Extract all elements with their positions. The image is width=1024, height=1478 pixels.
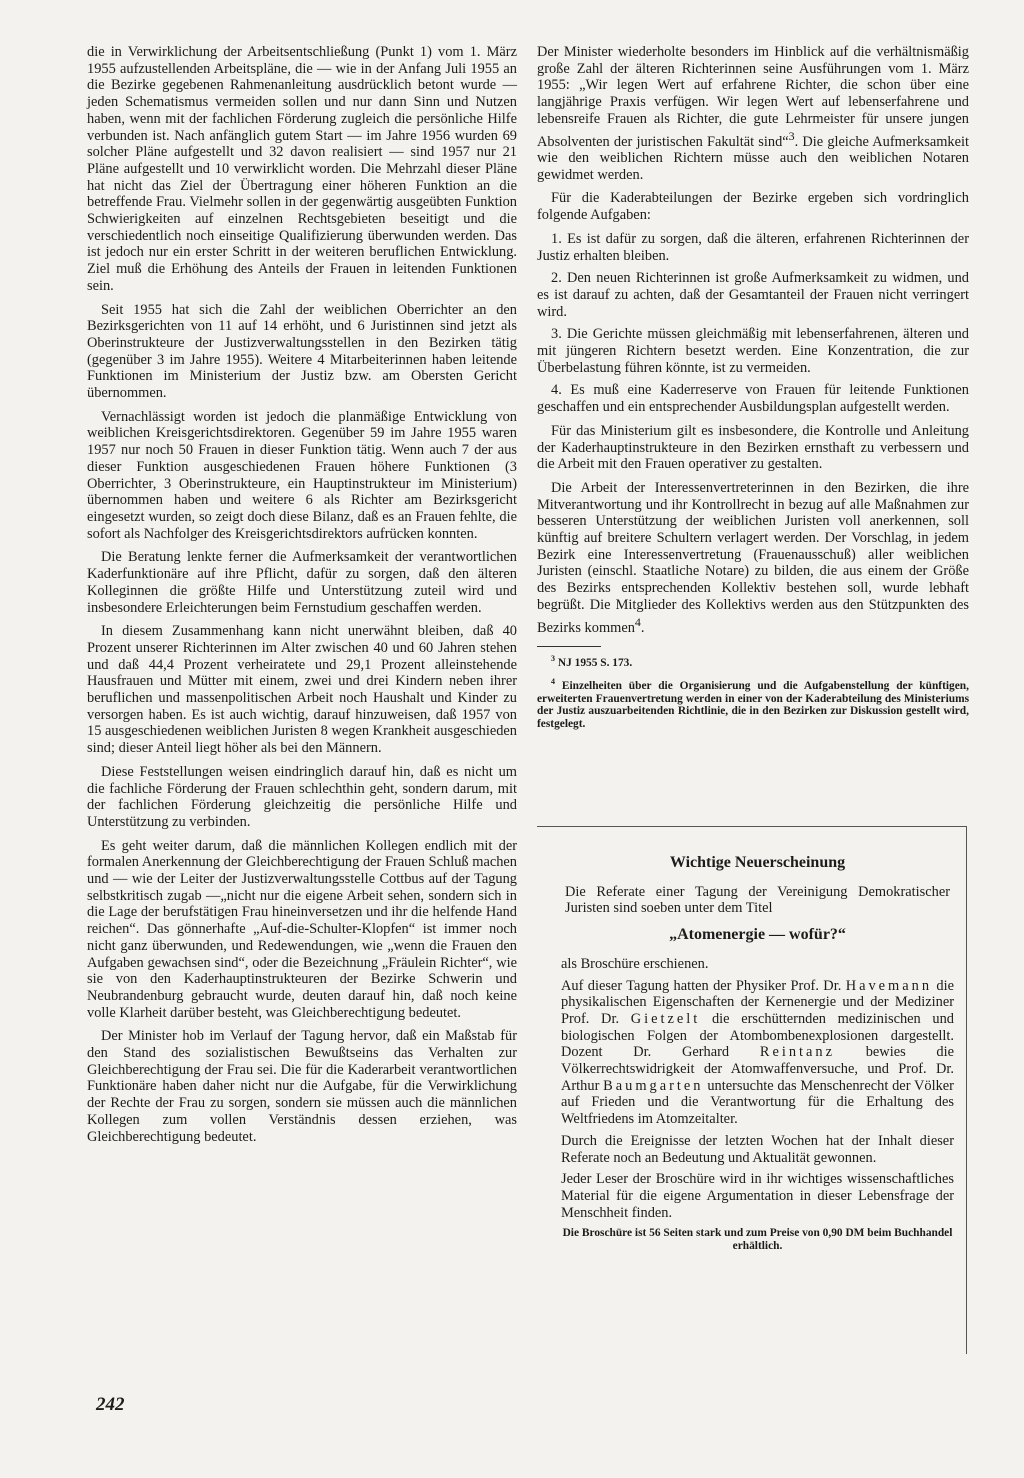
announcement-paragraph: Durch die Ereignisse der letzten Wochen hat der Inhalt dieser Referate noch an Bedeutung und Aktualität gewonnen. — [561, 1132, 954, 1166]
paragraph-text: Der Minister wiederholte besonders im Hinblick auf die verhältnismäßig große Zahl der älteren Richterinnen seine Ausführungen vom 1. März 1955: „Wir legen Wert auf erfahrene Richter, die schon über eine langjährige Praxis verfügen. Wir legen Wert auf lebenserfahrene und lebensreife Frauen als Richter, die gute Lehrmeister für unsere jungen Absolventen der juristischen Fakultät sind“ — [537, 44, 969, 150]
list-item: 1. Es ist dafür zu sorgen, daß die älteren, erfahrenen Richterinnen der Justiz erhalten bleiben. — [537, 230, 969, 264]
price-note: Die Broschüre ist 56 Seiten stark und zum Preise von 0,90 DM beim Buchhandel erhältlich. — [562, 1227, 953, 1253]
announcement-content — [561, 855, 954, 1258]
paragraph: Vernachlässigt worden ist jedoch die planmäßige Entwicklung von weiblichen Kreisgerichtsdirektoren. Gegenüber 59 im Jahre 1955 waren 1957 nur noch 50 Frauen in dieser Funktion tätig. Wenn auch 7 der aus dieser Funktion ausgeschiedenen Frauen höhere Funktionen (3 Oberrichter, 3 Oberinstrukteure, ein Hauptinstrukteur im Ministerium) übernommen haben und weitere 6 als Richter am Bezirksgericht eingesetzt wurden, so zeigt doch diese Bilanz, daß es an Frauen fehlte, die sofort als Nachfolger des Kreisgerichtsdirektors aufrücken konnten. — [87, 408, 517, 542]
paragraph: In diesem Zusammenhang kann nicht unerwähnt bleiben, daß 40 Prozent unserer Richterinnen im Alter zwischen 40 und 60 Jahren stehen und daß 44,4 Prozent verheiratete und 29,1 Prozent alleinstehende Hausfrauen und Mütter mit einem, zwei und drei Kindern neben ihrer beruflichen und massenpolitischen Arbeit noch Haushalt und Kinder zu versorgen haben. Es ist auch wichtig, darauf hinzuweisen, daß 1957 von 15 ausgeschiedenen weiblichen Juristen 8 wegen Krankheit ausgeschieden sind; dieser Anteil liegt höher als bei den Männern. — [87, 623, 517, 757]
paragraph: Der Minister hob im Verlauf der Tagung hervor, daß ein Maßstab für den Stand des sozialistischen Bewußtseins das Verhalten zur Gleichberechtigung der Frau sei. Die für die Kaderarbeit verantwortlichen Funktionäre haben daher nicht nur die Aufgabe, für die Verwirklichung der Rechte der Frau zu sorgen, sondern sie müssen auch die männlichen Kollegen zum vollen Verständnis dessen erziehen, was Gleichberechtigung bedeutet. — [87, 1028, 517, 1145]
paragraph-text: die physikalischen Eigenschaften der Kernenergie und der Mediziner Prof. Dr. — [561, 977, 954, 1027]
left-column — [87, 44, 517, 1152]
list-item: 2. Den neuen Richterinnen ist große Aufmerksamkeit zu widmen, und es ist darauf zu achten, daß der Gesamtanteil der Frauen nicht verringert wird. — [537, 270, 969, 320]
book-title: „Atomenergie — wofür?“ — [669, 926, 846, 944]
paragraph-text: Auf dieser Tagung hatten der Physiker Prof. Dr. — [561, 977, 842, 994]
paragraph-text: die erschütternden medizinischen und biologischen Folgen der Atombombenexplosionen dargestellt. Dozent Dr. Gerhard — [561, 1010, 954, 1061]
page-number: 242 — [96, 1394, 125, 1415]
footnote — [537, 653, 969, 669]
paragraph: Für das Ministerium gilt es insbesondere, die Kontrolle und Anleitung der Kaderhauptinstrukteure in den Bezirken ernsthaft zu verbessern und die Arbeit mit den Frauen operativer zu gestalten. — [537, 422, 969, 473]
footnote-ref: 3 — [788, 128, 795, 143]
footnote-divider — [537, 646, 601, 647]
paragraph: Die Beratung lenkte ferner die Aufmerksamkeit der verantwortlichen Kaderfunktionäre auf ihre Pflicht, dafür zu sorgen, daß den älteren Kolleginnen die größte Hilfe und Unterstützung zuteil wird und insbesondere Erleichterungen beim Fernstudium geschaffen werden. — [87, 549, 517, 616]
paragraph-text: untersuchte das Menschenrecht der Völker auf Frieden und die Verantwortung für die Erhaltung des Weltfriedens im Atomzeitalter. — [561, 1077, 954, 1128]
speaker-name: Gietzelt — [630, 1010, 701, 1027]
footnote-number: 4 — [551, 677, 555, 687]
announcement-paragraph: Jeder Leser der Broschüre wird in ihr wichtiges wissenschaftliches Material für die eigene Argumentation in dieser Lebensfrage der Menschheit finden. — [561, 1171, 954, 1221]
paragraph: die in Verwirklichung der Arbeitsentschließung (Punkt 1) vom 1. März 1955 aufzustellenden Arbeitspläne, die — wie in der Anfang Juli 1955 an die Bezirke gegebenen Rahmenanleitung ausdrücklich betont wurde — jeden Schematismus vermeiden sollen und nur dann Sinn und Nutzen haben, wenn mit der fachlichen Förderung zugleich die persönliche Hilfe verbunden ist. Nach anfänglich gutem Start — im Jahre 1956 wurden 69 solcher Pläne aufgestellt und 32 davon realisiert — sind 1957 nur 21 Pläne aufgestellt und 10 verwirklicht worden. Die Mehrzahl dieser Pläne hat nicht das Ziel der Übertragung einer höheren Funktion an die betreffende Frau. Vielmehr sollen in der gegenwärtig ausgeübten Funktion Schwierigkeiten auf einzelnen Rechtsgebieten beseitigt und die verschiedentlich noch einseitige Qualifizierung überwunden werden. Das ist jedoch nur ein erster Schritt in der weiteren beruflichen Entwicklung. Ziel muß die Erhöhung des Anteils der Frauen in leitenden Funktionen sein. — [87, 44, 517, 294]
paragraph: Es geht weiter darum, daß die männlichen Kollegen endlich mit der formalen Anerkennung der Gleichberechtigung der Frauen Schluß machen und — wie der Leiter der Justizverwaltungsstelle Cottbus auf der Tagung selbstkritisch zugab —„nicht nur die eigene Arbeit sehen, sondern sich in die Lage der berufstätigen Frau hineinversetzen und ihr die helfende Hand reichen“. Das gönnerhafte „Auf-die-Schulter-Klopfen“ ist immer noch nicht ganz überwunden, und Redewendungen, wie „wenn die Frauen den Aufgaben gewachsen sind“, oder die Bezeichnung „Fräulein Richter“, wie sie von den Kaderhauptinstrukteuren der Bezirke Schwerin und Neubrandenburg gebraucht wurde, deuten darauf hin, daß noch keine volle Klarheit darüber besteht, was Gleichberechtigung bedeutet. — [87, 837, 517, 1021]
list-item: 3. Die Gerichte müssen gleichmäßig mit lebenserfahrenen, älteren und mit jüngeren Richtern besetzt werden. Eine Konzentration, die zur Überbelastung führen könnte, ist zu vermeiden. — [537, 326, 969, 376]
announcement-heading: Wichtige Neuerscheinung — [669, 854, 846, 871]
paragraph: Diese Feststellungen weisen eindringlich darauf hin, daß es nicht um die fachliche Förderung der Frauen schlechthin geht, sondern darum, mit der fachlichen Förderung gleichzeitig die persönliche Hilfe und Unterstützung zu verbinden. — [87, 763, 517, 830]
footnote-text: Einzelheiten über die Organisierung und die Aufgabenstellung der künftigen, erweiterten Frauenvertretung werden in einer von der Kaderabteilung des Ministeriums der Justiz auszuarbeitenden Richtlinie, die in den Bezirken zur Diskussion gestellt wird, festgelegt. — [537, 680, 969, 731]
announcement-paragraph — [561, 978, 954, 1128]
speaker-name: Havemann — [845, 977, 933, 994]
footnote-number: 3 — [551, 654, 555, 664]
list-item: 4. Es muß eine Kaderreserve von Frauen für leitende Funktionen geschaffen und ein entsprechender Ausbildungsplan aufgestellt werden. — [537, 382, 969, 416]
paragraph: Seit 1955 hat sich die Zahl der weiblichen Oberrichter an den Bezirksgerichten von 11 auf 14 erhöht, und 6 Juristinnen sind jetzt als Oberinstrukteure der Justizverwaltungsstellen in den Bezirken tätig (gegenüber 3 im Jahre 1955). Weitere 4 Mitarbeiterinnen haben leitende Funktionen im Ministerium der Justiz bzw. am Obersten Gericht übernommen. — [87, 301, 517, 402]
paragraph-text: Die Arbeit der Interessenvertreterinnen in den Bezirken, die ihre Mitverantwortung und ihr Kontrollrecht in bezug auf alle Maßnahmen zur besseren Unterstützung der weiblichen Juristen voll anerkennen, soll künftig auf breitere Schultern verlagert werden. Der Vorschlag, in jedem Bezirk eine Interessenvertretung (Frauenausschuß) aller weiblichen Juristen (einschl. Staatliche Notare) zu bilden, die aus einem der Größe des Bezirks entsprechenden Kollektiv bestehen soll, wurde lebhaft begrüßt. Die Mitglieder des Kollektivs werden aus den Stützpunkten des Bezirks kommen — [537, 479, 969, 636]
paragraph-text: . — [640, 619, 645, 636]
speaker-name: Reintanz — [759, 1044, 835, 1061]
announcement-box — [537, 826, 967, 1354]
announcement-intro: Die Referate einer Tagung der Vereinigung Demokratischer Juristen sind soeben unter dem Titel — [565, 883, 950, 917]
paragraph: Für die Kaderabteilungen der Bezirke ergeben sich vordringlich folgende Aufgaben: — [537, 190, 969, 224]
paragraph-text: . Die gleiche Aufmerksamkeit wie den weiblichen Richtern müsse auch den weiblichen Notaren gewidmet werden. — [537, 133, 969, 183]
speaker-name: Baumgarten — [603, 1077, 704, 1094]
footnote — [537, 676, 969, 730]
right-column — [537, 44, 969, 738]
paragraph-text: bewies die Völkerrechtswidrigkeit der Atomwaffenversuche, und Prof. Dr. Arthur — [561, 1044, 954, 1094]
footnote-text: NJ 1955 S. 173. — [557, 656, 633, 669]
paragraph — [537, 480, 969, 636]
task-list — [537, 231, 969, 416]
paragraph — [537, 44, 969, 183]
footnote-ref: 4 — [634, 614, 641, 629]
announcement-published: als Broschüre erschienen. — [561, 955, 709, 972]
